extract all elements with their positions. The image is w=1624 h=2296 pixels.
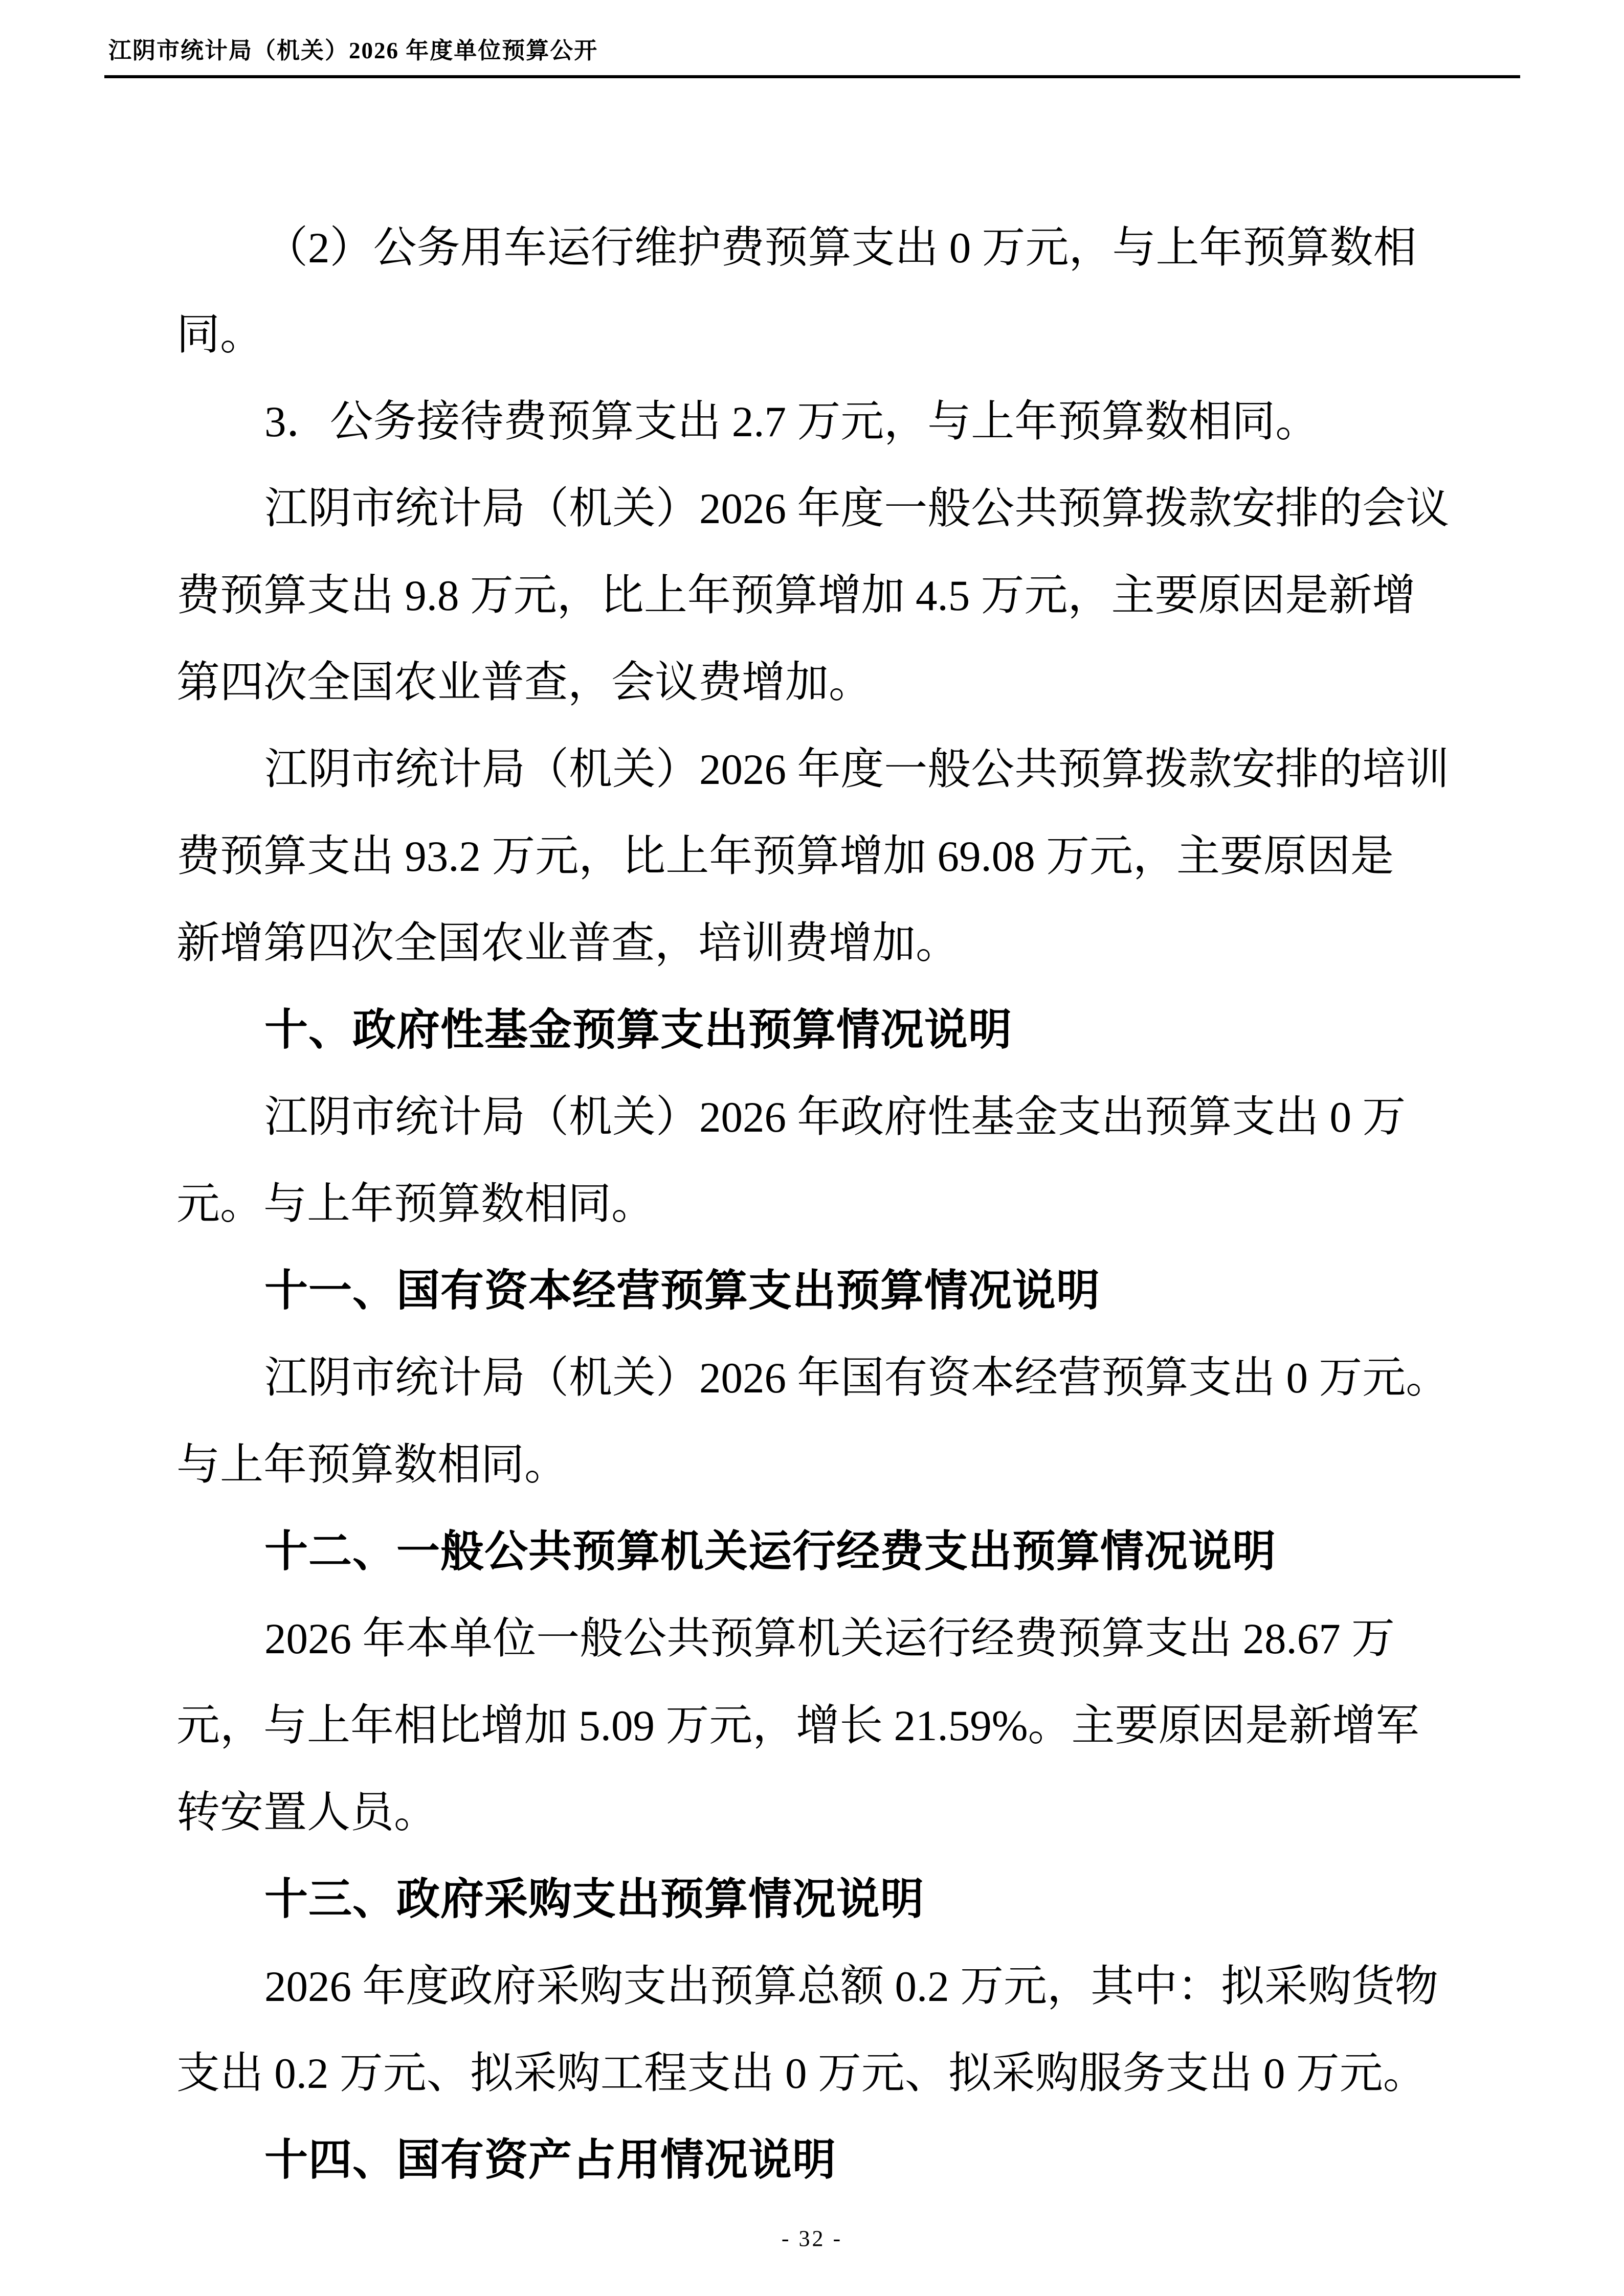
text-line: 转安置人员。 [176, 1789, 438, 1837]
heading-line: 十一、国有资本经营预算支出预算情况说明 [264, 1267, 1101, 1315]
heading-line: 十四、国有资产占用情况说明 [264, 2136, 837, 2185]
text-line: 费预算支出 93.2 万元，比上年预算增加 69.08 万元，主要原因是 [176, 832, 1394, 881]
heading-line: 十、政府性基金预算支出预算情况说明 [264, 1006, 1013, 1054]
page-header-title: 江阴市统计局（机关）2026 年度单位预算公开 [108, 38, 598, 63]
page-number: - 32 - [781, 2226, 843, 2251]
text-line: 江阴市统计局（机关）2026 年度一般公共预算拨款安排的会议 [264, 485, 1450, 533]
text-line: （2）公务用车运行维护费预算支出 0 万元，与上年预算数相 [264, 224, 1417, 272]
text-line: 第四次全国农业普查，会议费增加。 [176, 659, 873, 707]
paragraph [176, 1595, 1455, 1856]
text-line: 2026 年度政府采购支出预算总额 0.2 万元，其中：拟采购货物 [264, 1963, 1439, 2011]
text-line: 3．公务接待费预算支出 2.7 万元，与上年预算数相同。 [264, 398, 1319, 446]
text-line: 新增第四次全国农业普查，培训费增加。 [176, 919, 960, 967]
heading-line: 十二、一般公共预算机关运行经费支出预算情况说明 [264, 1527, 1277, 1576]
document-body [176, 205, 1455, 2204]
text-line: 元，与上年相比增加 5.09 万元，增长 21.59%。主要原因是新增军 [176, 1702, 1419, 1750]
heading-line: 十三、政府采购支出预算情况说明 [264, 1875, 925, 1924]
text-line: 2026 年本单位一般公共预算机关运行经费预算支出 28.67 万 [264, 1615, 1395, 1663]
paragraph [176, 1074, 1455, 1248]
header-rule [104, 75, 1520, 78]
paragraph [176, 205, 1455, 378]
paragraph [176, 726, 1455, 987]
paragraph [176, 465, 1455, 726]
text-line: 费预算支出 9.8 万元，比上年预算增加 4.5 万元，主要原因是新增 [176, 572, 1416, 620]
section-heading [176, 1248, 1455, 1335]
section-heading [176, 2117, 1455, 2204]
text-line: 江阴市统计局（机关）2026 年度一般公共预算拨款安排的培训 [264, 746, 1450, 794]
text-line: 支出 0.2 万元、拟采购工程支出 0 万元、拟采购服务支出 0 万元。 [176, 2050, 1427, 2098]
section-heading [176, 1856, 1455, 1943]
paragraph [176, 378, 1455, 465]
paragraph [176, 1335, 1455, 1509]
paragraph [176, 1943, 1455, 2117]
text-line: 元。与上年预算数相同。 [176, 1180, 655, 1228]
section-heading [176, 1509, 1455, 1595]
section-heading [176, 987, 1455, 1074]
text-line: 江阴市统计局（机关）2026 年政府性基金支出预算支出 0 万 [264, 1093, 1406, 1141]
text-line: 江阴市统计局（机关）2026 年国有资本经营预算支出 0 万元。 [264, 1354, 1450, 1402]
text-line: 与上年预算数相同。 [176, 1441, 568, 1489]
text-line: 同。 [176, 311, 264, 359]
